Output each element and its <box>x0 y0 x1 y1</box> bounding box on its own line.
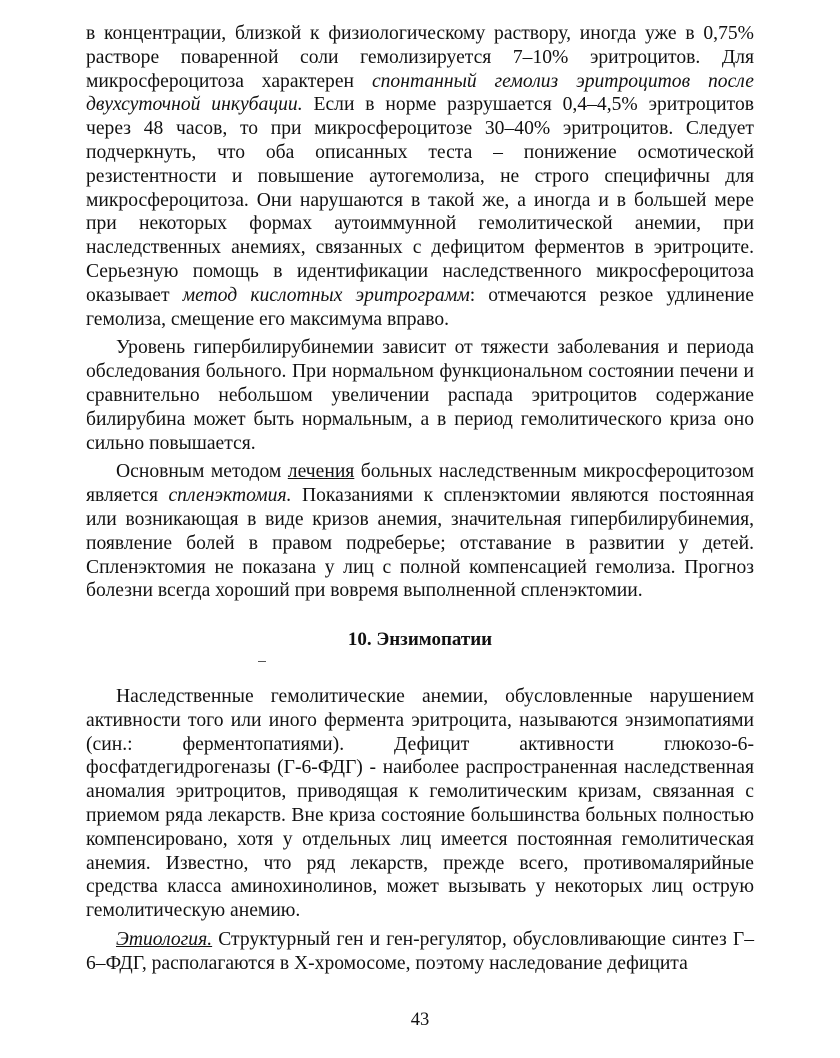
text-run: Структурный ген и ген-регулятор, обусловливающие синтез Г–6–ФДГ, располагаются в Х-хромосоме, поэтому наследование дефицита <box>86 928 754 974</box>
emphasis-etiology: Этиология. <box>116 928 213 950</box>
emphasis-spontaneous-hemolysis: спонтанный гемолиз эритроцитов после двухсуточной инкубации. <box>86 70 755 116</box>
text-run: в концентрации, близкой к физиологическому раствору, иногда уже в 0,75% растворе поваренной соли гемолизируется 7–10% эритроцитов. Для микросфероцитоза характерен <box>86 23 754 92</box>
paragraph-treatment <box>86 460 754 603</box>
paragraph-etiology <box>86 928 754 976</box>
stray-dash-mark <box>258 661 266 662</box>
emphasis-splenectomy: спленэктомия. <box>168 485 292 507</box>
section-heading: 10. Энзимопатии <box>347 629 493 651</box>
paragraph-microspherocytosis-tests <box>86 22 754 331</box>
text-run: Основным методом <box>116 461 288 483</box>
emphasis-acid-erythrogram-method: метод кислотных эритрограмм <box>182 284 470 306</box>
body-text <box>86 22 754 975</box>
page-number: 43 <box>410 1010 430 1030</box>
text-run: Если в норме разрушается 0,4–4,5% эритроцитов через 48 часов, то при микросфероцитозе 30–40% эритроцитов. Следует подчеркнуть, что оба описанных теста – понижение осмотической резистентности и повышение аутогемолиза, не строго специфичны для микросфероцитоза. Они нарушаются в такой же, а иногда и в большей мере при некоторых формах аутоиммунной гемолитической анемии, при наследственных анемиях, связанных с дефицитом ферментов в эритроците. Серьезную помощь в идентификации наследственного микросфероцитоза оказывает <box>86 94 754 306</box>
text-run: больных наследственным микросфероцитозом является <box>86 461 755 507</box>
underlined-treatment: лечения <box>287 461 355 483</box>
text-run: : отмечаются резкое удлинение гемолиза, смещение его максимума вправо. <box>86 284 754 330</box>
paragraph-hyperbilirubinemia: Уровень гипербилирубинемии зависит от тяжести заболевания и периода обследования больного. При нормальном функциональном состоянии печени и сравнительно небольшом увеличении распада эритроцитов содержание билирубина может быть нормальным, а в период гемолитического криза оно сильно повышается. <box>86 337 754 454</box>
text-run: Показаниями к спленэктомии являются постоянная или возникающая в виде кризов анемия, значительная гипербилирубинемия, появление болей в правом подреберье; отставание в развитии у детей. Спленэктомия не показана у лиц с полной компенсацией гемолиза. Прогноз болезни всегда хороший при вовремя выполненной спленэктомии. <box>86 485 755 602</box>
paragraph-enzymopathies: Наследственные гемолитические анемии, обусловленные нарушением активности того или иного фермента эритроцита, называются энзимопатиями (син.: ферментопатиями). Дефицит активности глюкозо-6-фосфатдегидрогеназы (Г-6-ФДГ) - наиболее распространенная наследственная аномалия эритроцитов, приводящая к гемолитическим кризам, связанная с приемом ряда лекарств. Вне криза состояние большинства больных полностью компенсировано, хотя у отдельных лиц имеется постоянная гемолитическая анемия. Известно, что ряд лекарств, прежде всего, противомалярийные средства класса аминохинолинов, может вызывать у некоторых лиц острую гемолитическую анемию. <box>86 685 754 922</box>
